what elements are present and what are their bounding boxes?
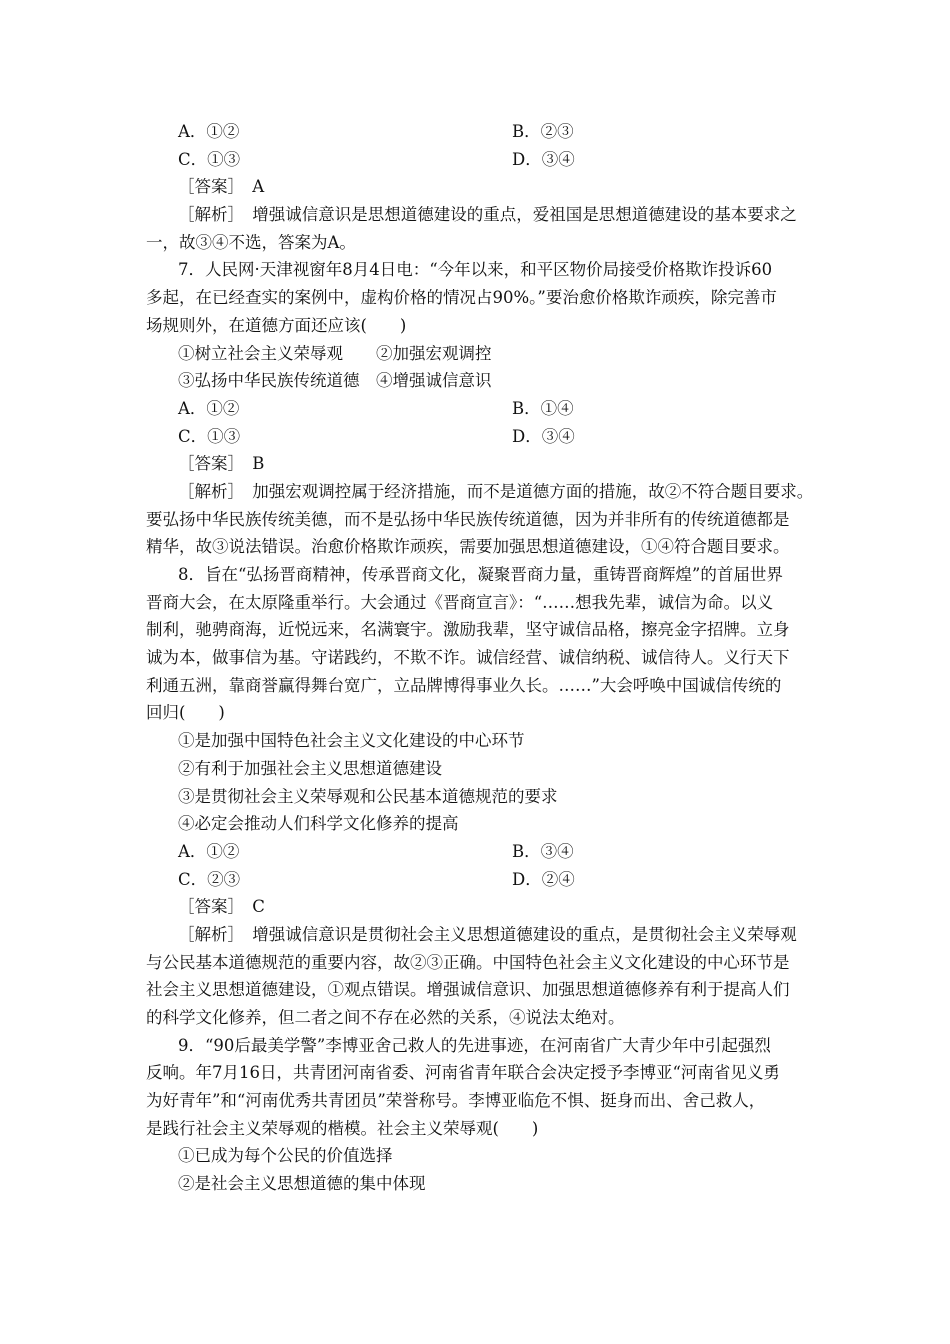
question-stem-line: 利通五洲，靠商誉赢得舞台宽广，立品牌博得事业久长。……”大会呼唤中国诚信传统的 xyxy=(146,675,782,695)
answer-line: ［答案］ A xyxy=(178,177,265,197)
option-d: D．③④ xyxy=(512,149,575,169)
page-content xyxy=(146,118,814,1198)
question-stem-line: 7．人民网·天津视窗年8月4日电：“今年以来，和平区物价局接受价格欺诈投诉60 xyxy=(178,260,773,280)
choice-item: ①树立社会主义荣辱观 ②加强宏观调控 xyxy=(178,343,492,363)
analysis-line: ［解析］ 增强诚信意识是思想道德建设的重点，爱祖国是思想道德建设的基本要求之 xyxy=(178,205,797,225)
option-row xyxy=(146,118,806,146)
analysis-line: ［解析］ 增强诚信意识是贯彻社会主义思想道德建设的重点，是贯彻社会主义荣辱观 xyxy=(178,924,797,944)
question-stem-line: 制利，驰骋商海，近悦远来，名满寰宇。激励我辈，坚守诚信品格，擦亮金字招牌。立身 xyxy=(146,620,790,640)
option-d: D．②④ xyxy=(512,869,575,889)
option-c: C．①③ xyxy=(178,426,241,446)
choice-item: ②有利于加强社会主义思想道德建设 xyxy=(178,758,442,778)
question-stem-line: 反响。年7月16日，共青团河南省委、河南省青年联合会决定授予李博亚“河南省见义勇 xyxy=(146,1063,780,1083)
analysis-line: 精华，故③说法错误。治愈价格欺诈顽疾，需要加强思想道德建设，①④符合题目要求。 xyxy=(146,537,790,557)
choice-item: ④必定会推动人们科学文化修养的提高 xyxy=(178,814,459,834)
question-stem-line: 场规则外，在道德方面还应该( ) xyxy=(146,315,407,335)
answer-line: ［答案］ B xyxy=(178,454,265,474)
option-a: A．①② xyxy=(178,841,240,861)
question-stem-line: 为好青年”和“河南优秀共青团员”荣誉称号。李博亚临危不惧、挺身而出、舍己救人， xyxy=(146,1091,766,1111)
option-row xyxy=(146,146,806,174)
choice-item: ②是社会主义思想道德的集中体现 xyxy=(178,1174,426,1194)
question-stem-line: 诚为本，做事信为基。守诺践约，不欺不诈。诚信经营、诚信纳税、诚信待人。义行天下 xyxy=(146,648,790,668)
question-stem-line: 晋商大会，在太原隆重举行。大会通过《晋商宣言》：“……想我先辈，诚信为命。以义 xyxy=(146,592,774,612)
analysis-line: 的科学文化修养，但二者之间不存在必然的关系，④说法太绝对。 xyxy=(146,1008,625,1027)
question-stem-line: 多起，在已经查实的案例中，虚构价格的情况占90%。”要治愈价格欺诈顽疾，除完善市 xyxy=(146,288,777,308)
analysis-line: 社会主义思想道德建设，①观点错误。增强诚信意识、加强思想道德修养有利于提高人们 xyxy=(146,980,790,1000)
analysis-line: 要弘扬中华民族传统美德，而不是弘扬中华民族传统道德，因为并非所有的传统道德都是 xyxy=(146,509,790,529)
option-d: D．③④ xyxy=(512,426,575,446)
analysis-line: 与公民基本道德规范的重要内容，故②③正确。中国特色社会主义文化建设的中心环节是 xyxy=(146,952,790,972)
option-c: C．①③ xyxy=(178,149,241,169)
choice-item: ①已成为每个公民的价值选择 xyxy=(178,1146,393,1166)
option-b: B．②③ xyxy=(512,122,574,141)
option-b: B．①④ xyxy=(512,398,574,418)
answer-line: ［答案］ C xyxy=(178,897,265,917)
option-row xyxy=(146,395,806,423)
option-b: B．③④ xyxy=(512,841,574,861)
analysis-line: ［解析］ 加强宏观调控属于经济措施，而不是道德方面的措施，故②不符合题目要求。 xyxy=(178,481,814,501)
option-a: A．①② xyxy=(178,122,240,141)
question-stem-line: 8．旨在“弘扬晋商精神，传承晋商文化，凝聚晋商力量，重铸晋商辉煌”的首届世界 xyxy=(178,565,783,584)
question-stem-line: 9．“90后最美学警”李博亚舍己救人的先进事迹，在河南省广大青少年中引起强烈 xyxy=(178,1035,771,1055)
option-a: A．①② xyxy=(178,398,240,418)
option-row xyxy=(146,423,806,451)
question-stem-line: 回归( ) xyxy=(146,703,225,723)
option-c: C．②③ xyxy=(178,869,241,889)
choice-item: ③是贯彻社会主义荣辱观和公民基本道德规范的要求 xyxy=(178,786,558,806)
choice-item: ③弘扬中华民族传统道德 ④增强诚信意识 xyxy=(178,371,492,391)
question-stem-line: 是践行社会主义荣辱观的楷模。社会主义荣辱观( ) xyxy=(146,1118,539,1138)
option-row xyxy=(146,838,806,866)
analysis-line: 一，故③④不选，答案为A。 xyxy=(146,232,356,252)
option-row xyxy=(146,866,806,894)
choice-item: ①是加强中国特色社会主义文化建设的中心环节 xyxy=(178,731,525,751)
